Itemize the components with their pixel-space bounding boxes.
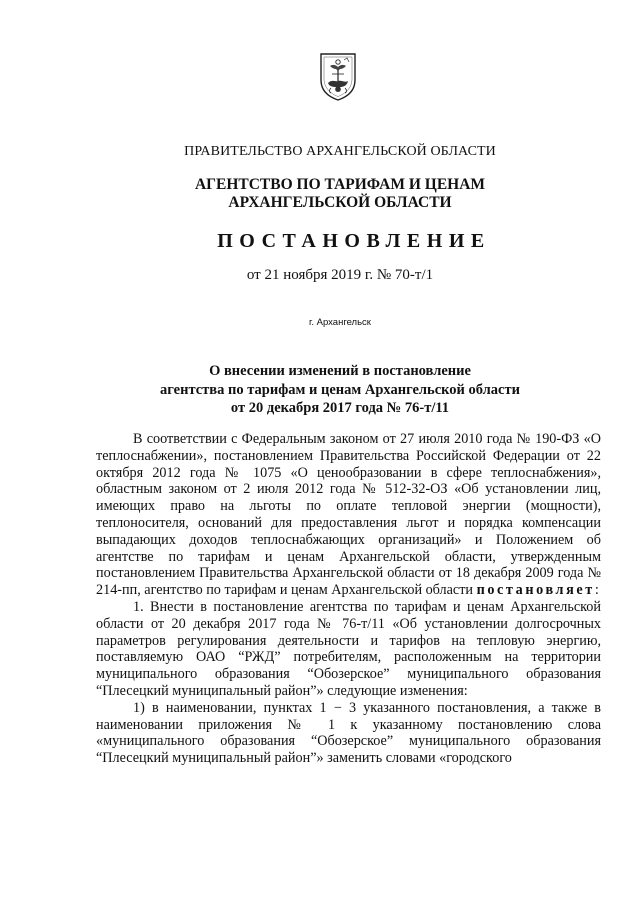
agency-name-line2: АРХАНГЕЛЬСКОЙ ОБЛАСТИ [228, 194, 452, 211]
government-name: ПРАВИТЕЛЬСТВО АРХАНГЕЛЬСКОЙ ОБЛАСТИ [184, 144, 496, 159]
agency-name-line1: АГЕНТСТВО ПО ТАРИФАМ И ЦЕНАМ [194, 176, 486, 193]
coat-of-arms-emblem-icon [319, 52, 357, 102]
decree-keyword: постановляет [476, 582, 595, 599]
document-title-line2: агентства по тарифам и ценам Архангельской области [160, 381, 520, 398]
preamble-end: : [594, 582, 599, 599]
agency-name [80, 176, 600, 212]
document-body [96, 431, 601, 767]
document-title-line1: О внесении изменений в постановление [209, 363, 471, 379]
document-city: г. Архангельск [309, 317, 371, 328]
preamble-text: В соответствии с Федеральным законом от 27 июля 2010 года № 190-ФЗ «О теплоснабжении», постановлением Правительства Российской Федерации от 22 октября 2012 года № 1075 «О ценообразовании в сфере теплоснабжения», областным законом от 2 июля 2012 года № 512-32-ОЗ «Об установлении лиц, имеющих право на льготы по оплате тепловой энергии (мощности), теплоносителя, оснований для предоставления льгот и порядка компенсации выпадающих доходов теплоснабжающих организаций» и Положением об агентстве по тарифам и ценам Архангельской области, утвержденным постановлением Правительства Архангельской области от 18 декабря 2009 года № 214-пп, агентство по тарифам и ценам Архангельской области [96, 431, 601, 599]
subclause-1-paragraph: 1) в наименовании, пунктах 1 − 3 указанного постановления, а также в наименовании приложения № 1 к указанному постановлению слова «муниципального образования “Обозерское” муниципального образования “Плесецкий муниципальный район”» заменить словами «городского [96, 699, 601, 767]
clause-1-paragraph: 1. Внести в постановление агентства по тарифам и ценам Архангельской области от 20 декабря 2017 года № 76-т/11 «Об установлении долгосрочных параметров регулирования деятельности и тарифов на тепловую энергию, поставляемую ОАО “РЖД” потребителям, расположенным на территории муниципального образования “Обозерское” муниципального образования “Плесецкий муниципальный район”» следующие изменения: [96, 598, 601, 699]
document-date-number: от 21 ноября 2019 г. № 70-т/1 [246, 267, 434, 283]
document-type-heading: ПОСТАНОВЛЕНИЕ [217, 230, 491, 252]
preamble-paragraph [96, 431, 601, 599]
document-title [80, 362, 600, 418]
document-title-line3: от 20 декабря 2017 года № 76-т/11 [230, 400, 450, 416]
